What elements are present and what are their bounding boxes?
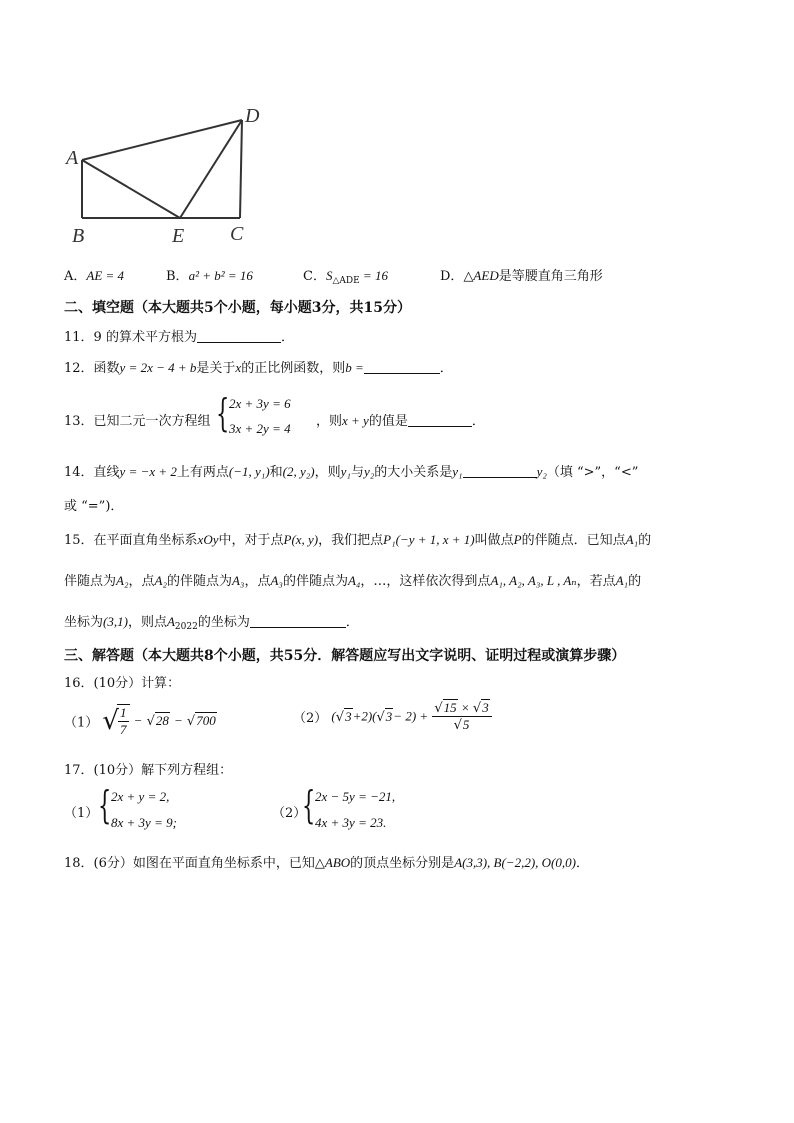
q10-option-c: C．$S_{\triangle ADE} = 16$ bbox=[303, 268, 388, 286]
segment-ae bbox=[82, 160, 180, 218]
label-e: E bbox=[172, 225, 185, 247]
q17-system1-eq2: 8x + 3y = 9; bbox=[111, 815, 177, 830]
q13-eq1: 2x + 3y = 6 bbox=[229, 396, 291, 411]
segment-ed bbox=[180, 120, 242, 218]
answer-blank bbox=[250, 615, 346, 628]
q11: 11．9 的算术平方根为 ． bbox=[64, 330, 294, 345]
answer-blank bbox=[463, 465, 537, 478]
q17-system1-eq1: 2x + y = 2, bbox=[111, 789, 170, 804]
q13-post: ，则x + y的值是 ． bbox=[316, 413, 485, 429]
q13-eq2: 3x + 2y = 4 bbox=[229, 421, 291, 436]
q10-option-d: D．△AED是等腰直角三角形 bbox=[440, 268, 603, 284]
q17-system2-eq2: 4x + 3y = 23. bbox=[315, 815, 387, 830]
geometry-figure bbox=[60, 100, 270, 250]
answer-blank bbox=[197, 330, 281, 343]
label-d: D bbox=[245, 105, 260, 127]
q14-line2: 或 “=”)． bbox=[64, 499, 124, 514]
answer-blank bbox=[364, 361, 440, 374]
q15-line1: 15．在平面直角坐标系xOy中，对于点P(x, y)，我们把点P₁(−y + 1, x + 1)叫做点P的伴随点．已知点A₁的 bbox=[64, 532, 652, 548]
q18: 18．(6分）如图在平面直角坐标系中，已知△ABO的顶点坐标分别是A(3,3), B(−2,2), O(0,0)． bbox=[64, 855, 589, 871]
q17-system2-eq1: 2x − 5y = −21, bbox=[315, 789, 396, 804]
q10-option-a: A．AE = 4 bbox=[64, 268, 125, 284]
q17-part1-label: （1） bbox=[64, 806, 99, 821]
q16-part1: （1） √ $\frac{1}{7}$ − √28 − √700 bbox=[64, 705, 216, 737]
q16-title: 16．(10分）计算： bbox=[64, 676, 181, 691]
segment-ad bbox=[82, 120, 242, 160]
section2-heading: 二、填空题（本大题共5个小题，每小题3分，共15分） bbox=[64, 300, 411, 316]
q15-line3: 坐标为(3,1)，则点$A_{2022}$的坐标为 ． bbox=[64, 614, 359, 632]
q13-brace: { bbox=[216, 391, 230, 435]
q16-part2: （2） (√3+2)(√3− 2) + $\frac{√15 \times √3}{√5}$ bbox=[293, 700, 492, 733]
segment-cd bbox=[240, 120, 242, 218]
q17-part2-brace: { bbox=[302, 783, 316, 827]
q13-pre: 13．已知二元一次方程组 bbox=[64, 414, 211, 429]
q10-option-b: B．a² + b² = 16 bbox=[166, 268, 253, 284]
section3-heading: 三、解答题（本大题共8个小题，共55分．解答题应写出文字说明、证明过程或演算步骤） bbox=[64, 648, 626, 664]
label-c: C bbox=[230, 223, 244, 245]
q17-part2-label: （2） bbox=[272, 806, 307, 821]
q17-title: 17．(10分）解下列方程组： bbox=[64, 763, 233, 778]
answer-blank bbox=[408, 414, 472, 427]
q17-part1-brace: { bbox=[98, 783, 112, 827]
label-b: B bbox=[72, 225, 85, 247]
q12: 12．函数y = 2x − 4 + b是关于x的正比例函数，则b = ． bbox=[64, 360, 453, 376]
label-a: A bbox=[66, 147, 79, 169]
q14-line1: 14．直线y = −x + 2上有两点(−1, y₁)和(2, y₂)，则y₁与y₂的大小关系是y₁ y₂（填 “>”，“<” bbox=[64, 464, 639, 480]
q15-line2: 伴随点为A₂，点A₂的伴随点为A₃，点A₃的伴随点为A₄，…，这样依次得到点A₁, A₂, A₃, L , Aₙ，若点A₁的 bbox=[64, 573, 642, 589]
